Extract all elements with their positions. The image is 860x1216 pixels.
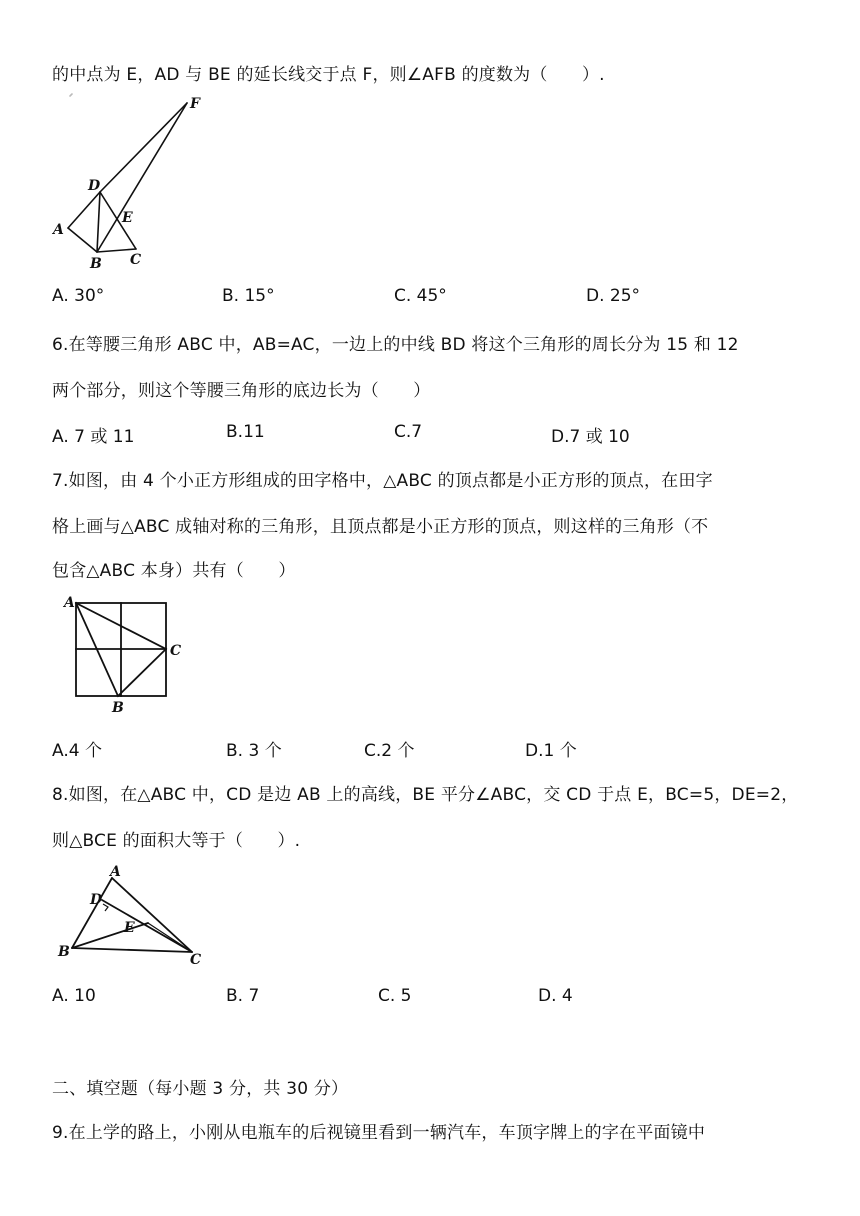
q8-label-c: C [190, 952, 202, 968]
q5-label-f: F [190, 96, 200, 112]
q8-label-e: E [124, 920, 135, 936]
q7-label-b: B [112, 700, 124, 716]
q8-label-b: B [58, 944, 70, 960]
q6-option-a[interactable]: A. 7 或 11 [52, 427, 135, 447]
q7-label-c: C [170, 643, 182, 659]
q8-option-a[interactable]: A. 10 [52, 986, 96, 1006]
section2-heading: 二、填空题（每小题 3 分，共 30 分） [52, 1079, 349, 1099]
q7-option-c[interactable]: C.2 个 [364, 741, 415, 761]
q7-option-b[interactable]: B. 3 个 [226, 741, 282, 761]
q7-figure [60, 592, 190, 718]
q7-label-a: A [64, 595, 75, 611]
q7-stem-line1: 7.如图，由 4 个小正方形组成的田字格中，△ABC 的顶点都是小正方形的顶点，在田字 [52, 471, 713, 491]
q5-option-c[interactable]: C. 45° [394, 286, 447, 306]
q7-option-d[interactable]: D.1 个 [525, 741, 577, 761]
q5-option-a[interactable]: A. 30° [52, 286, 105, 306]
q8-label-d: D [90, 892, 103, 908]
q8-stem-line2: 则△BCE 的面积大等于（ ）. [52, 831, 301, 851]
q8-stem-line1: 8.如图，在△ABC 中，CD 是边 AB 上的高线，BE 平分∠ABC，交 CD 于点 E，BC=5，DE=2， [52, 785, 799, 805]
q6-stem-line1: 6.在等腰三角形 ABC 中，AB=AC，一边上的中线 BD 将这个三角形的周长分为 15 和 12 [52, 335, 739, 355]
q9-stem-line1: 9.在上学的路上，小刚从电瓶车的后视镜里看到一辆汽车，车顶字牌上的字在平面镜中 [52, 1123, 706, 1143]
q5-stem-tail: 的中点为 E，AD 与 BE 的延长线交于点 F，则∠AFB 的度数为（ ）. [52, 65, 605, 85]
q7-stem-line3: 包含△ABC 本身）共有（ ） [52, 561, 296, 581]
q5-label-b: B [90, 256, 102, 272]
q8-label-a: A [110, 864, 121, 880]
q5-label-a: A [53, 222, 64, 238]
q6-option-d[interactable]: D.7 或 10 [551, 427, 630, 447]
q7-stem-line2: 格上画与△ABC 成轴对称的三角形，且顶点都是小正方形的顶点，则这样的三角形（不 [52, 517, 709, 537]
q8-option-b[interactable]: B. 7 [226, 986, 260, 1006]
q5-figure [50, 92, 210, 274]
q6-option-c[interactable]: C.7 [394, 422, 423, 442]
q5-label-d: D [88, 178, 101, 194]
q5-label-c: C [130, 252, 142, 268]
q8-option-c[interactable]: C. 5 [378, 986, 412, 1006]
q8-figure [52, 860, 212, 970]
q6-option-b[interactable]: B.11 [226, 422, 265, 442]
q5-option-d[interactable]: D. 25° [586, 286, 641, 306]
q6-stem-line2: 两个部分，则这个等腰三角形的底边长为（ ） [52, 381, 431, 401]
q8-option-d[interactable]: D. 4 [538, 986, 573, 1006]
q7-option-a[interactable]: A.4 个 [52, 741, 102, 761]
q5-option-b[interactable]: B. 15° [222, 286, 275, 306]
q5-label-e: E [122, 210, 133, 226]
